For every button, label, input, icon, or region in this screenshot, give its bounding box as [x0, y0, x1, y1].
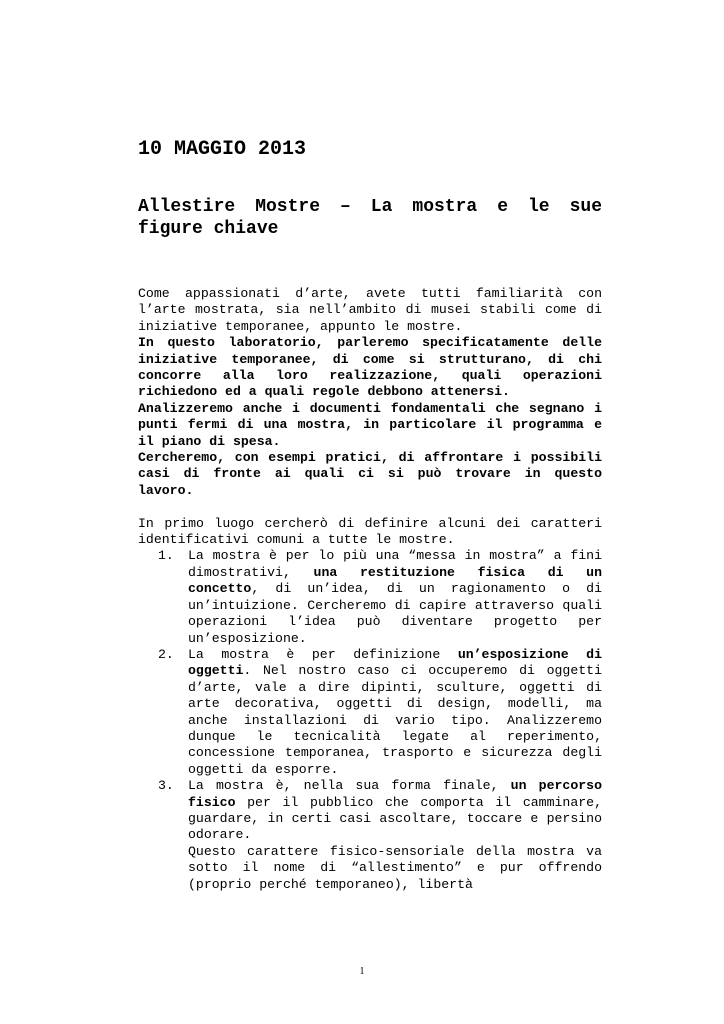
document-date: 10 MAGGIO 2013: [138, 138, 307, 161]
document-page: [138, 0, 602, 1024]
list-item: [158, 778, 602, 893]
document-body: [138, 286, 602, 893]
intro-paragraph: Come appassionati d’arte, avete tutti familiarità con l’arte mostrata, sia nell’ambito di musei stabili come di iniziative temporanee, appunto le mostre.: [138, 286, 602, 334]
exhibition-features-list: [138, 548, 602, 893]
list-item: [158, 646, 602, 778]
list-item-number: 2.: [158, 646, 174, 662]
list-item-text-after: . Nel nostro caso ci occuperemo di oggetti d’arte, vale a dire dipinti, sculture, oggetti di arte decorativa, oggetti di design, modelli, ma anche installazioni di vario tipo. Analizzeremo dunque le tecnicalità legate al reperimento, concessione temporanea, trasporto e sicurezza degli oggetti da esporre.: [188, 663, 602, 777]
list-item-continuation: Questo carattere fisico-sensoriale della mostra va sotto il nome di “allestimento” e pur offrendo (proprio perché temporaneo), libertà: [188, 843, 602, 892]
list-item-bold-text: un’esposizione di oggetti: [188, 646, 602, 679]
document-title: Allestire Mostre – La mostra e le sue figure chiave: [138, 197, 602, 239]
list-item: [158, 548, 603, 646]
list-item-number: 1.: [158, 548, 174, 564]
list-intro-paragraph: In primo luogo cercherò di definire alcuni dei caratteri identificativi comuni a tutte le mostre.: [138, 515, 602, 548]
list-item-text: La mostra è, nella sua forma finale,: [188, 778, 511, 794]
bold-paragraph-examples: Cercheremo, con esempi pratici, di affrontare i possibili casi di fronte ai quali ci si può trovare in questo lavoro.: [138, 450, 602, 498]
list-item-text: La mostra è per lo più una “messa in mostra” a fini dimostrativi,: [188, 548, 602, 580]
page-number: 1: [359, 966, 365, 977]
bold-paragraph-documents: Analizzeremo anche i documenti fondamentali che segnano i punti fermi di una mostra, in particolare il programma e il piano di spesa.: [138, 400, 602, 449]
list-item-text-after: , di un’idea, di un ragionamento o di un’intuizione. Cercheremo di capire attraverso quali operazioni l’idea può diventare progetto per un’esposizione.: [188, 581, 602, 646]
list-item-text-after: per il pubblico che comporta il camminare, guardare, in certi casi ascoltare, toccare e persino odorare.: [188, 794, 602, 843]
list-item-text: La mostra è per definizione: [188, 646, 458, 662]
list-item-bold-text: una restituzione fisica di un concetto: [188, 564, 603, 597]
list-item-bold-text: un percorso fisico: [188, 778, 602, 810]
list-item-number: 3.: [158, 778, 174, 794]
bold-paragraph-workshop: In questo laboratorio, parleremo specificatamente delle iniziative temporanee, di come si strutturano, di chi concorre alla loro realizzazione, quali operazioni richiedono ed a quali regole debbono attenersi.: [138, 335, 602, 400]
